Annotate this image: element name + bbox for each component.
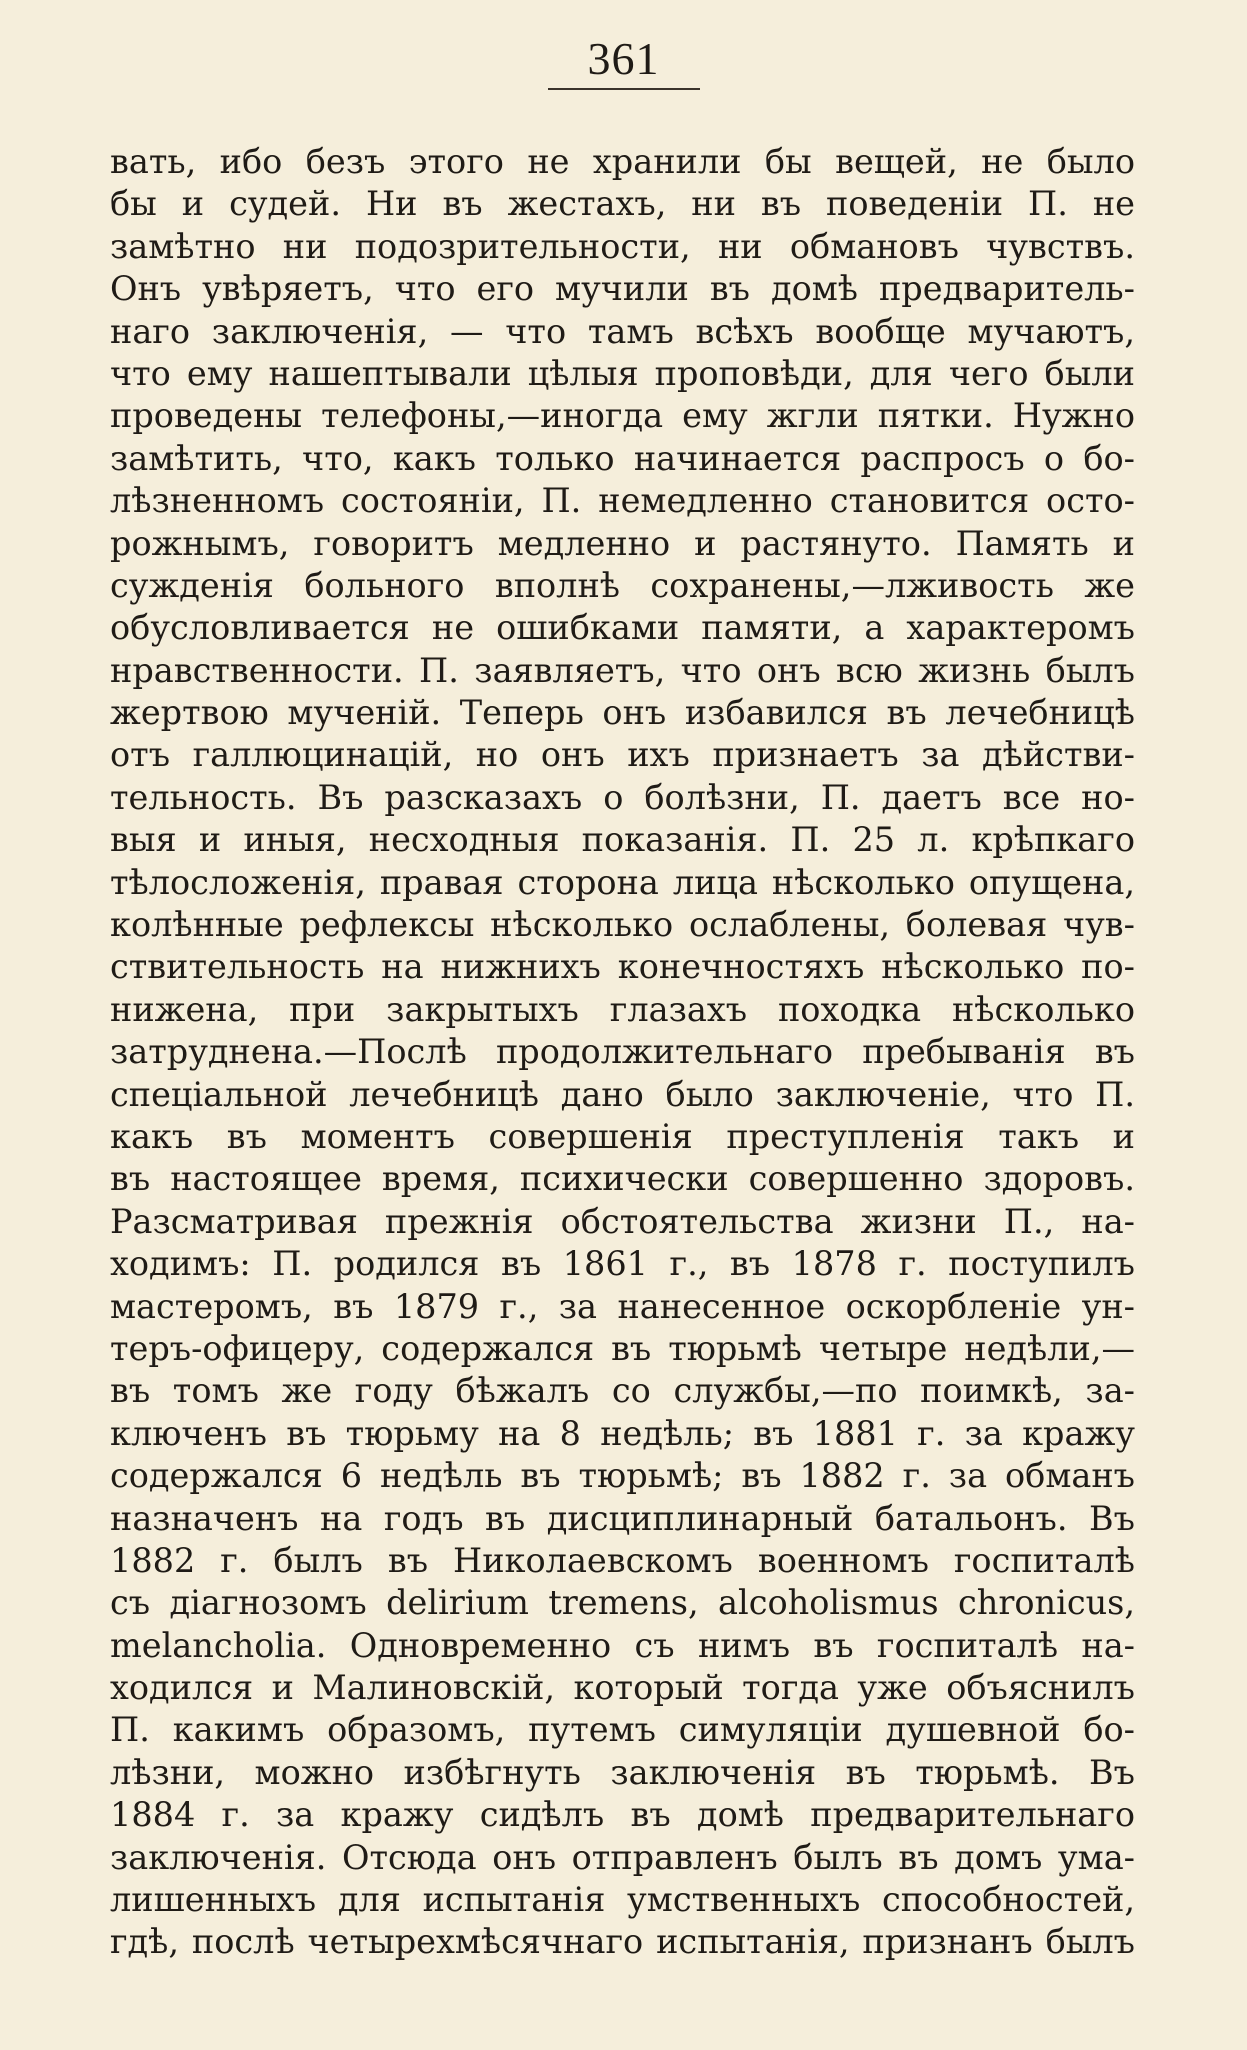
header-rule — [548, 88, 700, 90]
text-line: сужденiя больного вполнѣ сохранены,—лживость же — [110, 565, 1135, 605]
text-line: затруднена.—Послѣ продолжительнаго пребыванiя въ — [110, 1032, 1135, 1072]
text-line: теръ-офицеру, содержался въ тюрьмѣ четыре недѣли,— — [110, 1328, 1135, 1368]
body-text — [110, 141, 1135, 1964]
text-line: 1882 г. былъ въ Николаевскомъ военномъ госпиталѣ — [110, 1540, 1135, 1580]
text-line: съ дiагнозомъ delirium tremens, alcoholismus chronicus, — [110, 1583, 1135, 1623]
text-line: замѣтно ни подозрительности, ни обмановъ чувствъ. — [110, 226, 1135, 266]
text-line: въ томъ же году бѣжалъ со службы,—по поимкѣ, за- — [110, 1371, 1135, 1411]
text-line: гдѣ, послѣ четырехмѣсячнаго испытанiя, признанъ былъ — [110, 1922, 1135, 1962]
text-line: въ настоящее время, психически совершенно здоровъ. — [110, 1159, 1135, 1199]
text-line: выя и иныя, несходныя показанiя. П. 25 л. крѣпкаго — [110, 820, 1135, 860]
text-line: замѣтить, что, какъ только начинается распросъ о бо- — [110, 438, 1135, 478]
text-line: тельность. Въ разсказахъ о болѣзни, П. даетъ все но- — [110, 777, 1135, 817]
text-line: лѣзни, можно избѣгнуть заключенiя въ тюрьмѣ. Въ — [110, 1752, 1135, 1792]
page-header — [0, 32, 1247, 86]
text-line: рожнымъ, говоритъ медленно и растянуто. Память и — [110, 523, 1135, 563]
text-line: вать, ибо безъ этого не хранили бы вещей, не было — [110, 142, 1135, 181]
text-line: наго заключенiя, — что тамъ всѣхъ вообще мучаютъ, — [110, 311, 1135, 351]
text-line: П. какимъ образомъ, путемъ симуляцiи душевной бо- — [110, 1710, 1135, 1750]
text-line: нижена, при закрытыхъ глазахъ походка нѣсколько — [110, 989, 1135, 1029]
text-line: Онъ увѣряетъ, что его мучили въ домѣ предваритель- — [110, 269, 1135, 309]
text-line: колѣнные рефлексы нѣсколько ослаблены, болевая чув- — [110, 905, 1135, 945]
text-line: лишенныхъ для испытанiя умственныхъ способностей, — [110, 1880, 1135, 1920]
text-line: нравственности. П. заявляетъ, что онъ всю жизнь былъ — [110, 650, 1135, 690]
text-line: тѣлосложенiя, правая сторона лица нѣсколько опущена, — [110, 862, 1135, 902]
text-line: какъ въ моментъ совершенiя преступленiя такъ и — [110, 1116, 1135, 1156]
text-line: ствительность на нижнихъ конечностяхъ нѣсколько по- — [110, 947, 1135, 987]
text-line: содержался 6 недѣль въ тюрьмѣ; въ 1882 г. за обманъ — [110, 1456, 1135, 1496]
text-line: спецiальной лечебницѣ дано было заключенiе, что П. — [110, 1074, 1135, 1114]
text-line: бы и судей. Ни въ жестахъ, ни въ поведенiи П. не — [110, 184, 1135, 224]
text-line: 1884 г. за кражу сидѣлъ въ домѣ предварительнаго — [110, 1795, 1135, 1835]
text-line: обусловливается не ошибками памяти, а характеромъ — [110, 608, 1135, 648]
text-line: melancholia. Одновременно съ нимъ въ госпиталѣ на- — [110, 1625, 1135, 1665]
text-line: заключенiя. Отсюда онъ отправленъ былъ въ домъ ума- — [110, 1837, 1135, 1877]
text-line: проведены телефоны,—иногда ему жгли пятки. Нужно — [110, 396, 1135, 436]
text-line: назначенъ на годъ въ дисциплинарный батальонъ. Въ — [110, 1498, 1135, 1538]
text-line: мастеромъ, въ 1879 г., за нанесенное оскорбленiе ун- — [110, 1286, 1135, 1326]
text-line: ключенъ въ тюрьму на 8 недѣль; въ 1881 г. за кражу — [110, 1413, 1135, 1453]
text-line: что ему нашептывали цѣлыя проповѣди, для чего были — [110, 353, 1135, 393]
page-number: 361 — [587, 33, 660, 84]
text-line: Разсматривая прежнiя обстоятельства жизни П., на- — [110, 1201, 1135, 1241]
text-line: ходимъ: П. родился въ 1861 г., въ 1878 г. поступилъ — [110, 1244, 1135, 1284]
text-line: отъ галлюцинацiй, но онъ ихъ признаетъ за дѣйстви- — [110, 735, 1135, 775]
text-line: ходился и Малиновскiй, который тогда уже объяснилъ — [110, 1668, 1135, 1708]
text-line: жертвою мученiй. Теперь онъ избавился въ лечебницѣ — [110, 693, 1135, 733]
text-line: лѣзненномъ состоянiи, П. немедленно становится осто- — [110, 481, 1135, 521]
